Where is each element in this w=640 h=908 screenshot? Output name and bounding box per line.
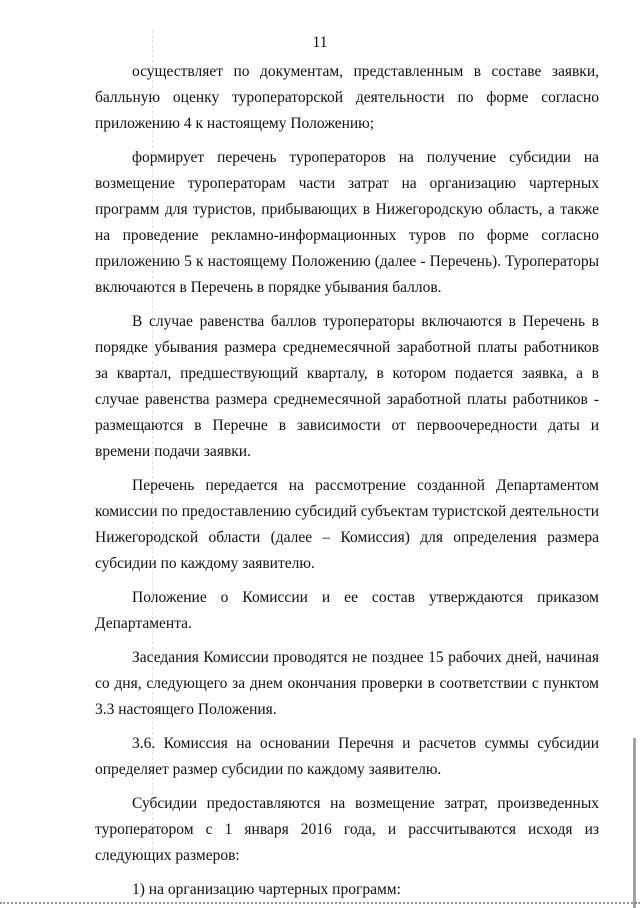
list-item-charter-programs: 1) на организацию чартерных программ: bbox=[132, 881, 401, 898]
paragraph-list-formation: формирует перечень туроператоров на получение субсидии на возмещение туроператорам части затрат на организацию чартерных программ для туристов, прибывающих в Нижегородскую область, а также на проведение рекламно-информационных туров по форме согласно приложению 5 к настоящему Положению (далее - Перечень). Туроператоры включаются в Перечень в порядке убывания баллов. bbox=[95, 149, 599, 296]
paragraph-section-3-6: 3.6. Комиссия на основании Перечня и расчетов суммы субсидии определяет размер субсидии по каждому заявителю. bbox=[95, 735, 599, 778]
paragraph-commission-review: Перечень передается на рассмотрение созданной Департаментом комиссии по предоставлению субсидий субъектам туристской деятельности Нижегородской области (далее – Комиссия) для определения размера субсидии по каждому заявителю. bbox=[95, 477, 599, 572]
page-number: 11 bbox=[312, 34, 328, 51]
paragraph-scoring: осуществляет по документам, представленным в составе заявки, балльную оценку туроператорской деятельности по форме согласно приложению 4 к настоящему Положению; bbox=[95, 63, 599, 132]
paragraph-equal-scores: В случае равенства баллов туроператоры включаются в Перечень в порядке убывания размера среднемесячной заработной платы работников за квартал, предшествующий кварталу, в котором подается заявка, а в случае равенства размера среднемесячной заработной платы работников - размещаются в Перечне в зависимости от первоочередности даты и времени подачи заявки. bbox=[95, 313, 599, 460]
document-body bbox=[95, 59, 599, 903]
paragraph-commission-meetings: Заседания Комиссии проводятся не позднее 15 рабочих дней, начиная со дня, следующего за днем окончания проверки в соответствии с пунктом 3.3 настоящего Положения. bbox=[95, 649, 599, 718]
paragraph-subsidy-basis: Субсидии предоставляются на возмещение затрат, произведенных туроператором с 1 января 2016 года, и рассчитываются исходя из следующих размеров: bbox=[95, 795, 599, 864]
paragraph-commission-regulation: Положение о Комиссии и ее состав утверждаются приказом Департамента. bbox=[95, 589, 599, 632]
scan-edge-mark bbox=[633, 738, 636, 908]
